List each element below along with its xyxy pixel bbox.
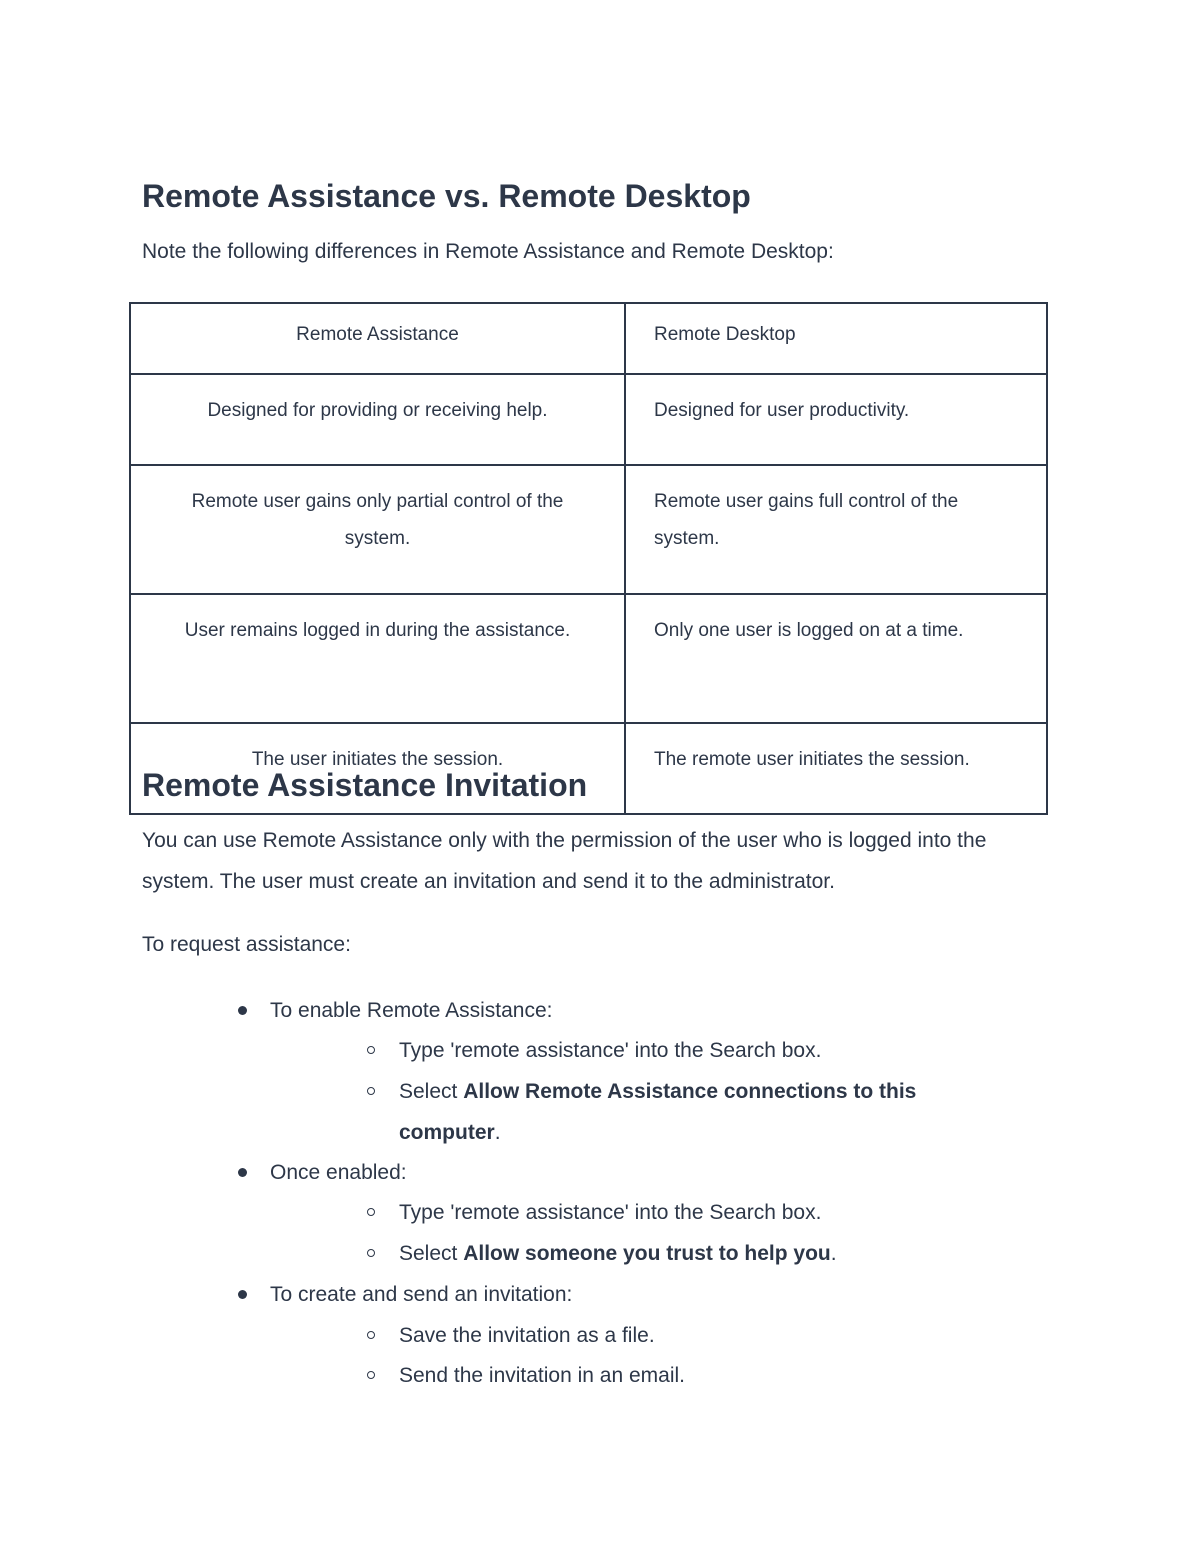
comparison-table xyxy=(129,302,1048,815)
bullet-dot-icon xyxy=(238,1290,247,1299)
table-cell: Designed for providing or receiving help. xyxy=(130,374,625,465)
bullet-circle-icon xyxy=(367,1331,375,1339)
list-item: To create and send an invitation: xyxy=(270,1283,573,1306)
invitation-paragraph: You can use Remote Assistance only with the permission of the user who is logged into the system. The user must create an invitation and send it to the administrator. xyxy=(142,829,987,893)
section-title-comparison: Remote Assistance vs. Remote Desktop xyxy=(142,178,751,214)
ui-option-name: Allow someone you trust to help you xyxy=(463,1242,831,1265)
bullet-circle-icon xyxy=(367,1046,375,1054)
sub-list-prefix: Select xyxy=(399,1242,464,1265)
sub-list-item: Save the invitation as a file. xyxy=(399,1324,655,1347)
sub-list-suffix: . xyxy=(830,1242,837,1265)
bullet-circle-icon xyxy=(367,1208,375,1216)
sub-list-item: Send the invitation in an email. xyxy=(399,1364,686,1387)
sub-list-item xyxy=(399,1071,1019,1153)
table-cell: Only one user is logged on at a time. xyxy=(625,594,1047,723)
table-cell: Remote user gains only partial control of the system. xyxy=(130,465,625,594)
table-cell: The remote user initiates the session. xyxy=(625,723,1047,814)
table-cell: User remains logged in during the assistance. xyxy=(130,594,625,723)
comparison-intro: Note the following differences in Remote Assistance and Remote Desktop: xyxy=(142,240,834,263)
bullet-circle-icon xyxy=(367,1249,375,1257)
table-header-cell: Remote Desktop xyxy=(625,303,1047,374)
sub-list-item: Type 'remote assistance' into the Search box. xyxy=(399,1039,822,1062)
list-item: Once enabled: xyxy=(270,1161,407,1184)
sub-list-item xyxy=(399,1233,1019,1274)
table-header-row xyxy=(130,303,1047,374)
ui-option-name: Allow Remote Assistance connections to this computer xyxy=(399,1080,917,1144)
table-row xyxy=(130,374,1047,465)
section-title-invitation: Remote Assistance Invitation xyxy=(142,767,588,803)
table-row xyxy=(130,465,1047,594)
table-row xyxy=(130,594,1047,723)
sub-list-item: Type 'remote assistance' into the Search box. xyxy=(399,1201,822,1224)
bullet-circle-icon xyxy=(367,1371,375,1379)
bullet-dot-icon xyxy=(238,1168,247,1177)
list-item: To enable Remote Assistance: xyxy=(270,999,553,1022)
table-cell: Designed for user productivity. xyxy=(625,374,1047,465)
sub-list-suffix: . xyxy=(494,1121,501,1144)
table-cell: Remote user gains full control of the system. xyxy=(625,465,1047,594)
request-assistance-label: To request assistance: xyxy=(142,933,351,956)
sub-list-prefix: Select xyxy=(399,1080,464,1103)
table-cell: The user initiates the session. xyxy=(130,723,625,814)
bullet-dot-icon xyxy=(238,1006,247,1015)
table-header-cell: Remote Assistance xyxy=(130,303,625,374)
bullet-circle-icon xyxy=(367,1087,375,1095)
